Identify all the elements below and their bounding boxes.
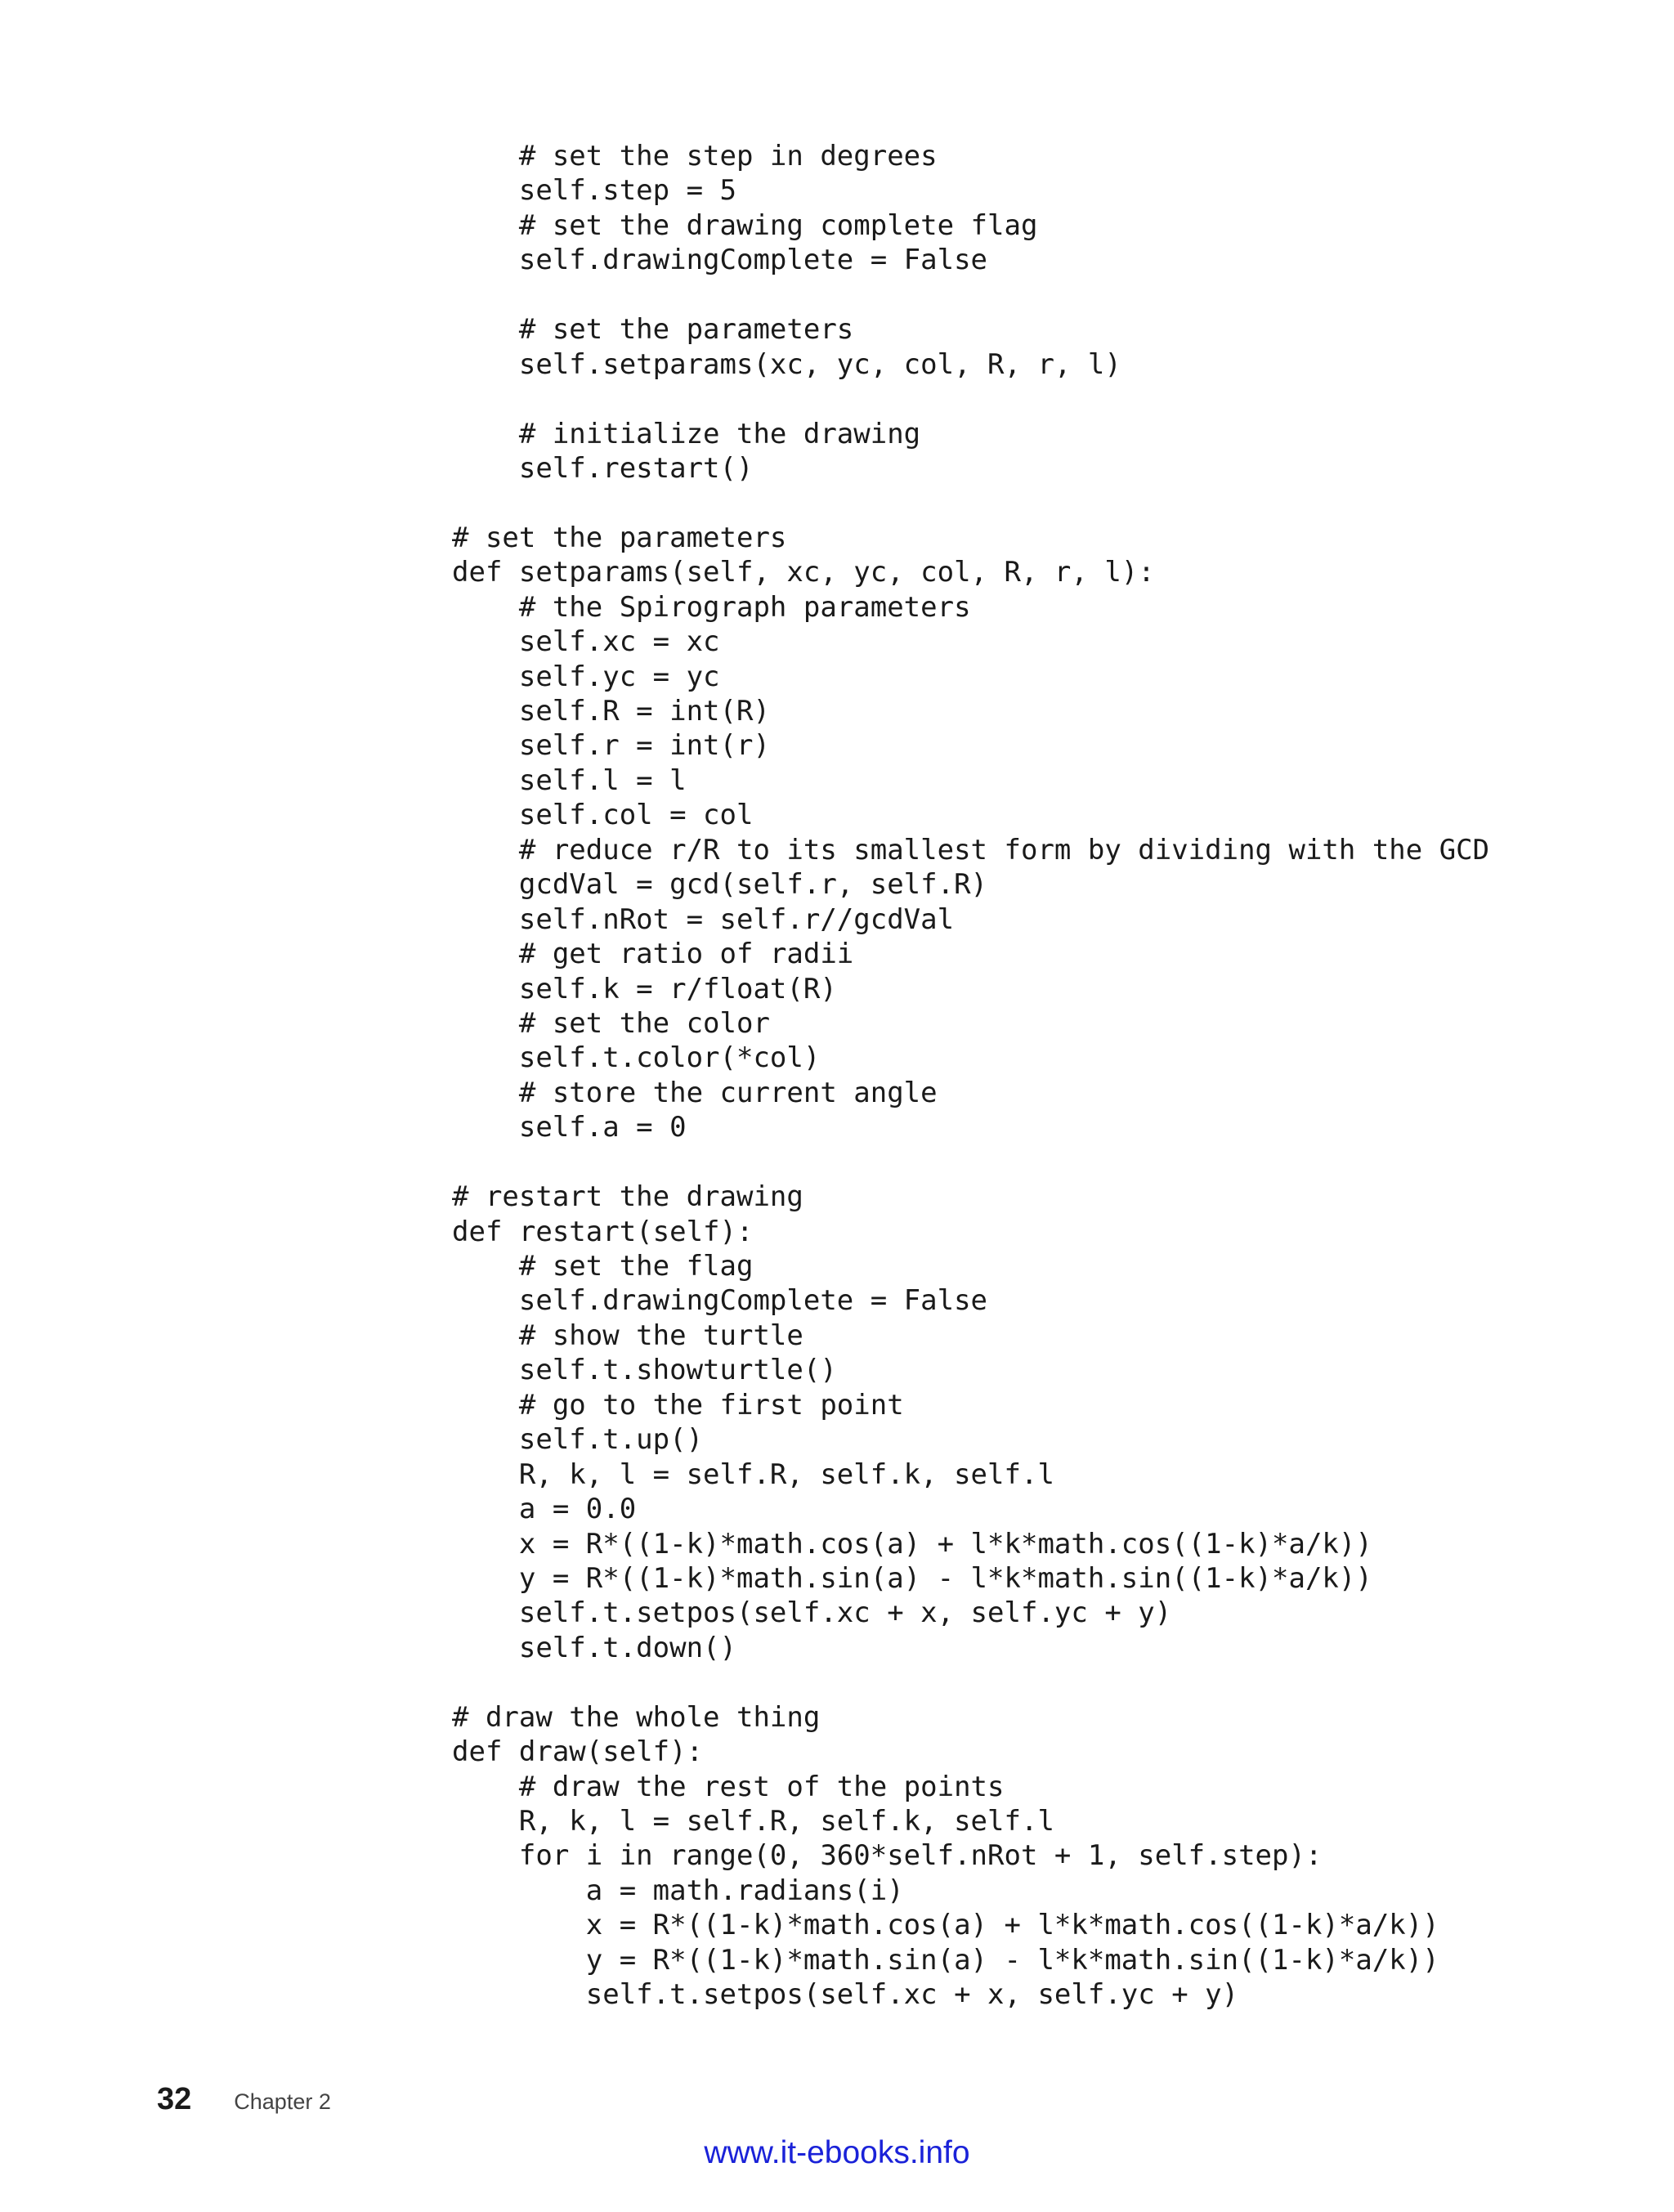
code-line: self.l = l xyxy=(452,763,687,797)
code-line: self.t.color(*col) xyxy=(452,1041,821,1075)
chapter-label: Chapter 2 xyxy=(234,2089,331,2114)
code-line: self.step = 5 xyxy=(452,174,736,208)
code-line: self.t.down() xyxy=(452,1631,736,1664)
code-line: # show the turtle xyxy=(452,1319,803,1352)
code-line xyxy=(452,1145,1489,1180)
code-line: # set the step in degrees xyxy=(452,140,938,172)
code-line: # set the parameters xyxy=(452,313,854,347)
code-line: def draw(self): xyxy=(452,1735,704,1769)
code-line: def restart(self): xyxy=(452,1215,754,1248)
code-line: self.a = 0 xyxy=(452,1111,687,1144)
code-line: # set the color xyxy=(452,1006,770,1040)
code-line xyxy=(452,278,1489,312)
code-line: R, k, l = self.R, self.k, self.l xyxy=(452,1805,1054,1838)
code-line: self.R = int(R) xyxy=(452,695,770,728)
code-line xyxy=(452,1665,1489,1699)
code-line: x = R*((1-k)*math.cos(a) + l*k*math.cos((1-k)*a/k)) xyxy=(452,1527,1372,1560)
code-line: # the Spirograph parameters xyxy=(452,590,971,624)
code-line: def setparams(self, xc, yc, col, R, r, l): xyxy=(452,556,1155,589)
code-line: # restart the drawing xyxy=(452,1180,803,1214)
code-line: # reduce r/R to its smallest form by dividing with the GCD xyxy=(452,833,1490,866)
code-line: # set the drawing complete flag xyxy=(452,208,1038,242)
page-footer xyxy=(157,2082,331,2123)
code-line xyxy=(452,382,1489,416)
code-line: y = R*((1-k)*math.sin(a) - l*k*math.sin((1-k)*a/k)) xyxy=(452,1943,1439,1977)
code-line: a = 0.0 xyxy=(452,1493,637,1526)
code-line: self.yc = yc xyxy=(452,660,720,693)
code-line: self.t.setpos(self.xc + x, self.yc + y) xyxy=(452,1596,1172,1630)
code-line: self.restart() xyxy=(452,451,754,485)
code-line: gcdVal = gcd(self.r, self.R) xyxy=(452,868,988,902)
code-line: self.drawingComplete = False xyxy=(452,244,988,277)
code-line: self.t.showturtle() xyxy=(452,1354,837,1387)
code-line: self.t.up() xyxy=(452,1423,704,1457)
code-line: self.nRot = self.r//gcdVal xyxy=(452,902,955,936)
site-link[interactable]: www.it-ebooks.info xyxy=(704,2135,970,2170)
code-line: self.drawingComplete = False xyxy=(452,1284,988,1318)
code-line: y = R*((1-k)*math.sin(a) - l*k*math.sin((1-k)*a/k)) xyxy=(452,1561,1372,1595)
code-line: # set the parameters xyxy=(452,521,787,554)
code-line: # set the flag xyxy=(452,1250,754,1283)
code-line: self.t.setpos(self.xc + x, self.yc + y) xyxy=(452,1978,1239,2012)
code-line: # go to the first point xyxy=(452,1388,904,1422)
code-line: R, k, l = self.R, self.k, self.l xyxy=(452,1458,1054,1491)
code-line: # draw the rest of the points xyxy=(452,1770,1005,1803)
code-line: self.r = int(r) xyxy=(452,729,770,763)
code-line: # initialize the drawing xyxy=(452,417,921,450)
code-line: for i in range(0, 360*self.nRot + 1, self.step): xyxy=(452,1839,1323,1873)
code-line xyxy=(452,486,1489,520)
code-line: # get ratio of radii xyxy=(452,938,854,971)
code-line: self.col = col xyxy=(452,799,754,832)
code-line: # draw the whole thing xyxy=(452,1700,821,1734)
code-line: self.xc = xc xyxy=(452,625,720,659)
code-line: self.k = r/float(R) xyxy=(452,972,837,1005)
page-number: 32 xyxy=(157,2082,192,2116)
code-line: a = math.radians(i) xyxy=(452,1874,904,1907)
code-line: x = R*((1-k)*math.cos(a) + l*k*math.cos((1-k)*a/k)) xyxy=(452,1909,1439,1942)
code-line: # store the current angle xyxy=(452,1076,938,1109)
code-line: self.setparams(xc, yc, col, R, r, l) xyxy=(452,347,1121,381)
code-listing xyxy=(452,139,1489,2013)
